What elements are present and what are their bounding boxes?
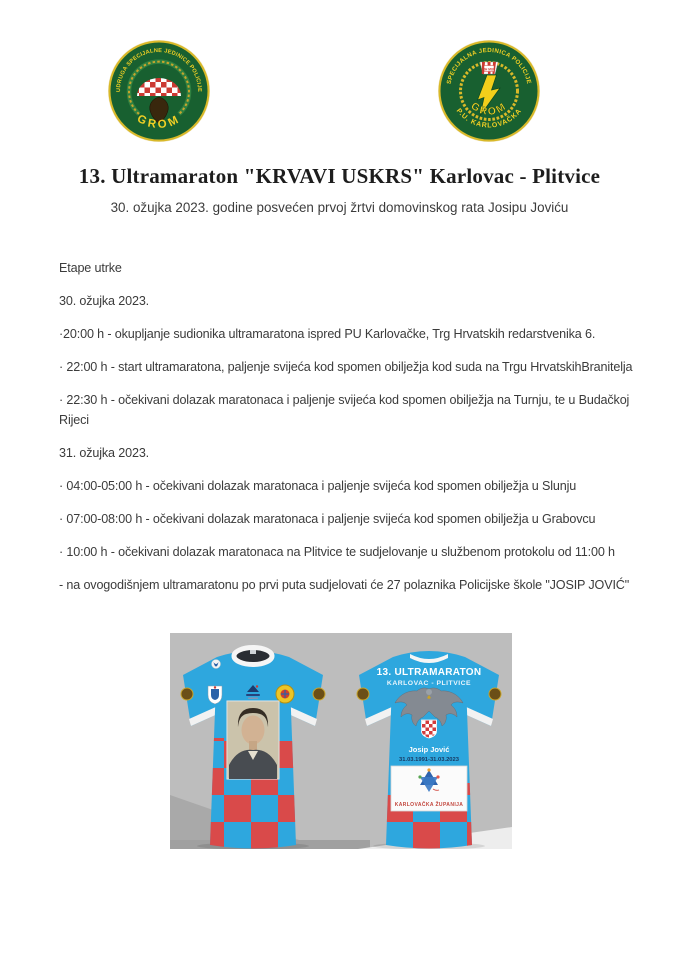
schedule-heading: Etape utrke bbox=[59, 261, 122, 275]
county-sponsor-patch bbox=[391, 766, 467, 811]
schedule-line: · 07:00-08:00 h - očekivani dolazak maratonaca i paljenje svijeća kod spomen obilježja u Grabovcu bbox=[59, 512, 596, 526]
schedule-date: 30. ožujka 2023. bbox=[59, 294, 150, 308]
grom-udruga-badge-icon bbox=[106, 38, 212, 144]
sleeve-badge bbox=[489, 688, 501, 700]
rh-mup-crest bbox=[480, 62, 498, 74]
badge-grom-text: GROM bbox=[468, 100, 510, 119]
schedule-line: · 10:00 h - očekivani dolazak maratonaca na Plitvice te sudjelovanje u službenom protokolu od 11:00 h bbox=[59, 545, 615, 559]
chest-shield-badge bbox=[208, 686, 222, 704]
schedule-line: · 22:00 h - start ultramaratona, paljenje svijeća kod spomen obilježja kod suda na Trgu HrvatskihBranitelja bbox=[59, 360, 633, 374]
schedule-line-continued: Rijeci bbox=[59, 413, 89, 427]
schedule-note: - na ovogodišnjem ultramaratonu po prvi puta sudjelovati će 27 polaznika Policijske škole "JOSIP JOVIĆ" bbox=[59, 578, 630, 592]
crest-label: RH MUP bbox=[482, 67, 496, 72]
schedule-text bbox=[59, 258, 659, 608]
back-title-text: 13. ULTRAMARATON bbox=[376, 667, 482, 678]
back-dates-text: 31.03.1991-31.03.2023 bbox=[399, 757, 459, 763]
schedule-line: · 22:30 h - očekivani dolazak maratonaca i paljenje svijeća kod spomen obilježja na Turnju, te u Budačkoj bbox=[59, 393, 630, 407]
sleeve-badge bbox=[357, 688, 369, 700]
chest-mini-crest bbox=[212, 660, 221, 669]
chest-round-badge bbox=[276, 685, 294, 703]
schedule-date: 31. ožujka 2023. bbox=[59, 446, 150, 460]
badge-ring-text: SPECIJALNA JEDINICA POLICIJE bbox=[445, 46, 533, 85]
patch-label-text: KARLOVAČKA ŽUPANIJA bbox=[394, 802, 464, 808]
page-subtitle: 30. ožujka 2023. godine posvećen prvoj žrtvi domovinskog rata Josipu Joviću bbox=[110, 200, 569, 215]
schedule-line: · 04:00-05:00 h - očekivani dolazak maratonaca i paljenje svijeća kod spomen obilježja u Slunju bbox=[59, 479, 577, 493]
sleeve-badge bbox=[181, 688, 193, 700]
badge-ring-text: UDRUGA SPECIJALNE JEDINICE POLICIJE bbox=[115, 47, 203, 93]
back-name-text: Josip Jović bbox=[408, 745, 450, 754]
schedule-line: ·20:00 h - okupljanje sudionika ultramaratona ispred PU Karlovačke, Trg Hrvatskih redarstvenika 6. bbox=[59, 327, 596, 341]
portrait-photo bbox=[227, 701, 279, 779]
checkered-shield bbox=[422, 720, 437, 738]
page-title: 13. Ultramaraton "KRVAVI USKRS" Karlovac - Plitvice bbox=[78, 164, 601, 188]
badge-unit-text: P.U. KARLOVAČKA bbox=[454, 107, 524, 130]
back-subtitle-text: KARLOVAC - PLITVICE bbox=[386, 680, 472, 687]
tshirt-mockup-image bbox=[170, 633, 512, 849]
badge-grom-text: GROM bbox=[135, 112, 183, 132]
grom-pu-karlovacka-badge-icon bbox=[436, 38, 542, 144]
sleeve-badge bbox=[313, 688, 325, 700]
